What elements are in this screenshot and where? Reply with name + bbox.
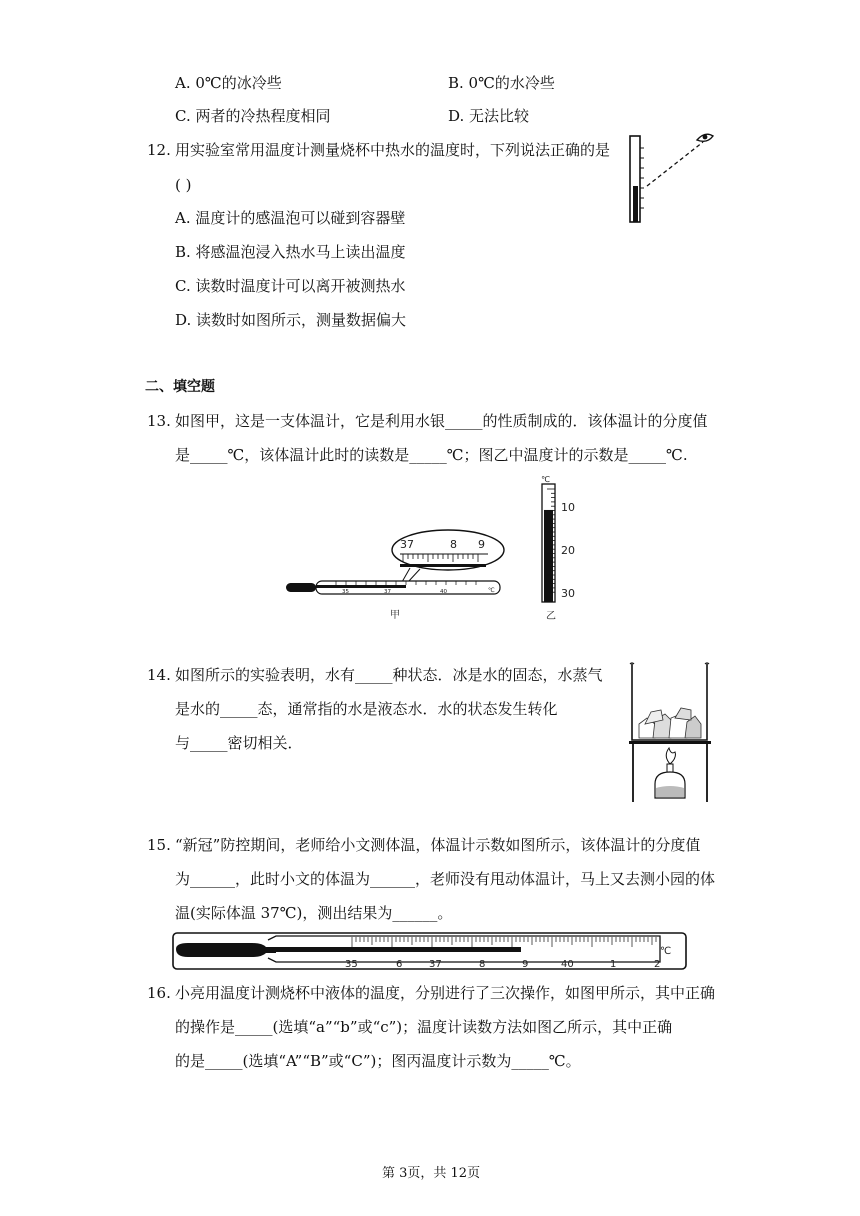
q14-line-3: 与_____密切相关．: [175, 734, 303, 752]
zoom-label-37: 37: [400, 538, 414, 551]
yi-unit-label: ℃: [541, 475, 550, 484]
q12-paren: ( ): [175, 176, 192, 194]
section-title-fill-in: 二、填空题: [145, 379, 215, 395]
q15-label-8: 8: [479, 959, 486, 970]
q15-clinical-thermometer: [172, 932, 688, 972]
yi-label-20: 20: [561, 544, 575, 557]
q14-line-2: 是水的_____态，通常指的水是液态水．水的状态发生转化: [175, 700, 558, 718]
q13-figure-yi: [532, 472, 592, 622]
q12-number: 12.: [147, 141, 171, 159]
q15-label-37: 37: [429, 959, 442, 970]
q12-thermometer-figure: [625, 128, 720, 228]
q15-line-1: “新冠”防控期间，老师给小文测体温，体温计示数如图所示，该体温计的分度值: [175, 836, 701, 854]
q15-label-9: 9: [522, 959, 529, 970]
q13-line-2: 是_____℃，该体温计此时的读数是_____℃；图乙中温度计的示数是_____℃.: [175, 446, 688, 464]
scale-label-37: 37: [384, 589, 391, 595]
q16-line-3: 的是_____(选填“A”“B”或“C”)；图丙温度计示数为_____℃。: [175, 1052, 581, 1070]
ice-cubes: [639, 708, 701, 738]
flame-icon: [666, 748, 675, 764]
q13-line-1: 如图甲，这是一支体温计，它是利用水银_____的性质制成的．该体温计的分度值: [175, 412, 708, 430]
thermometer-liquid: [633, 186, 638, 222]
q15-number: 15.: [147, 836, 171, 854]
q11-option-d: D. 无法比较: [448, 107, 530, 125]
q15-line-3: 温(实际体温 37℃)，测出结果为______。: [175, 904, 453, 922]
q14-line-1: 如图所示的实验表明，水有_____种状态．冰是水的固态，水蒸气: [175, 666, 603, 684]
q14-number: 14.: [147, 666, 171, 684]
scale-label-35: 35: [342, 589, 349, 595]
zoom-label-9: 9: [478, 538, 485, 551]
q13-figure-jia: [280, 528, 510, 628]
q12-option-b: B. 将感温泡浸入热水马上读出温度: [175, 243, 406, 261]
caption-yi: 乙: [546, 611, 556, 622]
q15-line-2: 为______，此时小文的体温为______，老师没有甩动体温计，马上又去测小园的体: [175, 870, 716, 888]
q11-option-c: C. 两者的冷热程度相同: [175, 107, 331, 125]
caption-jia: 甲: [390, 610, 400, 621]
q12-stem: 用实验室常用温度计测量烧杯中热水的温度时，下列说法正确的是: [175, 141, 611, 159]
q15-label-40: 40: [561, 959, 574, 970]
eye-icon: [697, 134, 713, 141]
yi-label-10: 10: [561, 501, 575, 514]
alcohol-lamp: [655, 764, 685, 798]
q12-option-d: D. 读数时如图所示，测量数据偏大: [175, 311, 407, 329]
q15-label-6: 6: [396, 959, 403, 970]
q12-option-c: C. 读数时温度计可以离开被测热水: [175, 277, 406, 295]
zoom-label-8: 8: [450, 538, 457, 551]
q12-option-a: A. 温度计的感温泡可以碰到容器壁: [175, 209, 406, 227]
zoom-bubble: [392, 530, 504, 570]
page-footer: 第 3页，共 12页: [382, 1166, 481, 1181]
q15-label-35: 35: [345, 959, 358, 970]
q15-unit-label: ℃: [660, 946, 672, 957]
q15-bulb: [176, 943, 276, 957]
q15-label-1: 1: [610, 959, 617, 970]
unit-label: ℃: [488, 587, 495, 594]
clinical-thermometer: [286, 581, 500, 595]
q15-mercury-column: [276, 947, 521, 952]
q15-label-2: 2: [654, 959, 661, 970]
sight-line: [647, 142, 703, 186]
scale-label-40: 40: [440, 589, 447, 595]
q13-number: 13.: [147, 412, 171, 430]
q16-number: 16.: [147, 984, 171, 1002]
q16-line-1: 小亮用温度计测烧杯中液体的温度，分别进行了三次操作，如图甲所示，其中正确: [175, 984, 716, 1002]
stand-top: [629, 741, 711, 744]
q11-option-a: A. 0℃的冰冷些: [175, 74, 282, 92]
yi-label-30: 30: [561, 587, 575, 600]
q11-option-b: B. 0℃的水冷些: [448, 74, 555, 92]
q16-line-2: 的操作是_____(选填“a”“b”或“c”)；温度计读数方法如图乙所示，其中正确: [175, 1018, 673, 1036]
q14-heating-figure: [625, 660, 715, 805]
